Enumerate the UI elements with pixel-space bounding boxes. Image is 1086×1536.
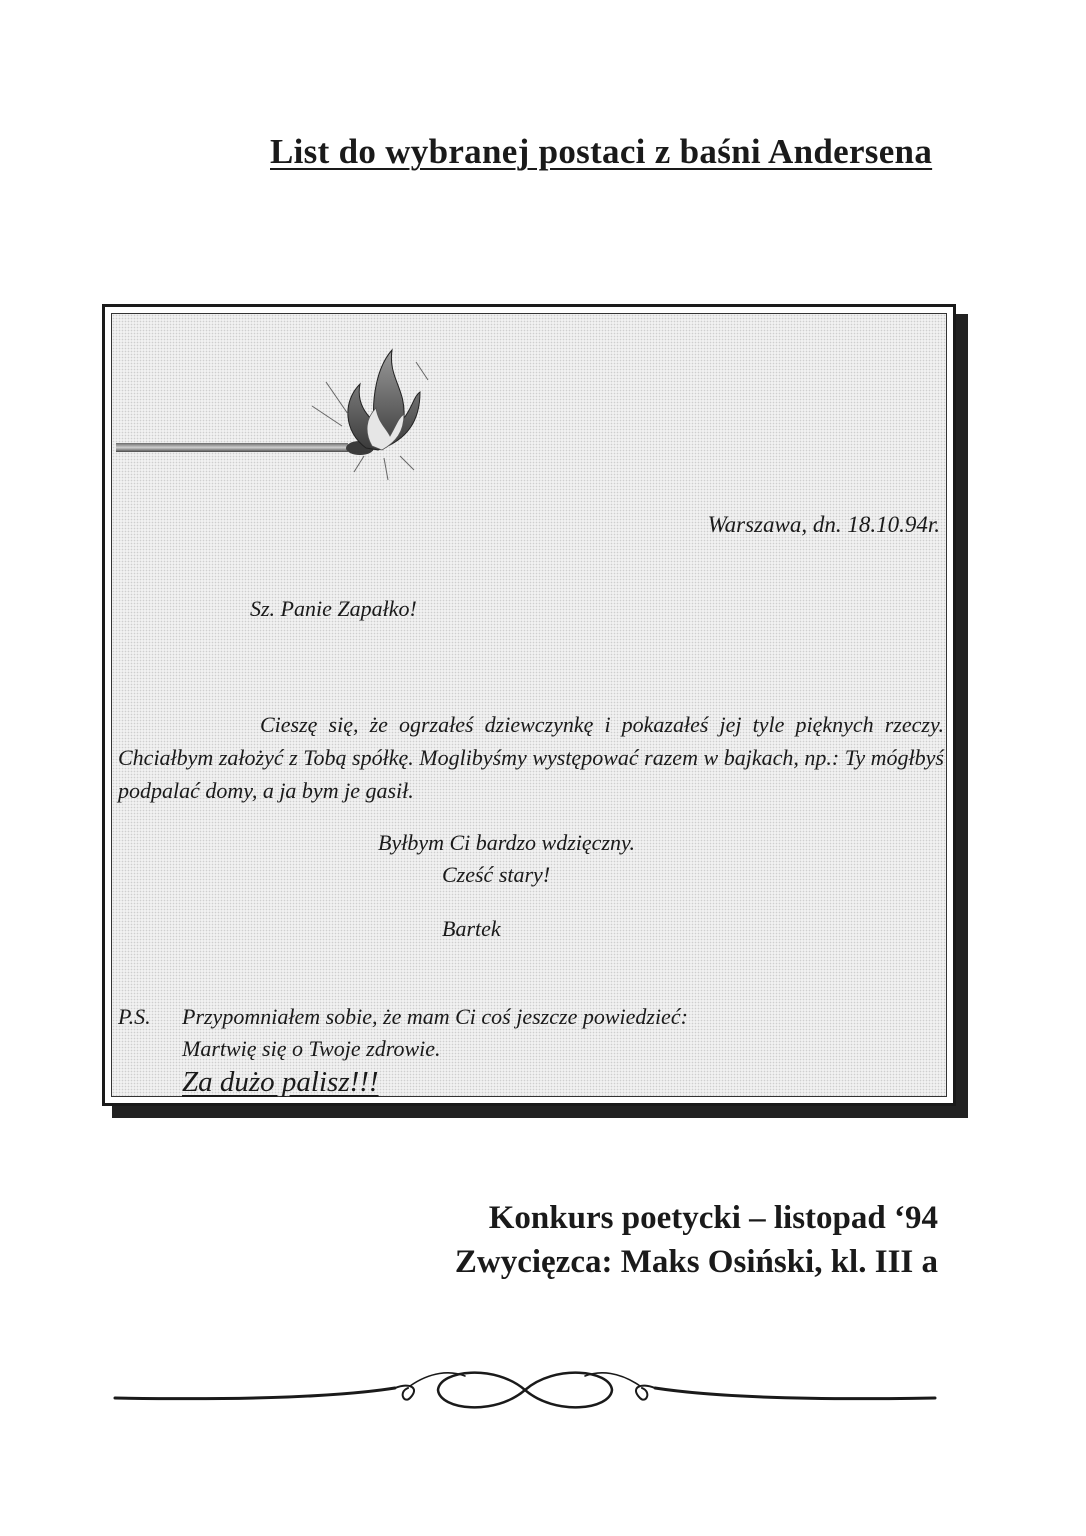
letter-salutation: Sz. Panie Zapałko! bbox=[250, 596, 417, 621]
letter-body-line-1: Cieszę się, że ogrzałeś dziewczynkę i pokazałeś jej tyle pięknych bbox=[260, 712, 874, 737]
flourish-divider-icon bbox=[110, 1358, 940, 1428]
letter-paper bbox=[111, 313, 947, 1097]
page-title: List do wybranej postaci z baśni Andersena bbox=[270, 132, 933, 171]
letter-closing-2: Cześć stary! bbox=[442, 862, 551, 887]
letter-closing-1: Byłbym Ci bardzo wdzięczny. bbox=[378, 830, 636, 855]
letter-body-line-3: bajkach, np.: Ty mógłbyś podpalać domy, a ja bym je gasił. bbox=[118, 745, 944, 803]
letter-body-line-2: rzeczy. Chciałbym założyć z Tobą spółkę. Moglibyśmy występować razem w bbox=[118, 712, 944, 770]
letter-signature: Bartek bbox=[442, 916, 501, 941]
letter-body bbox=[118, 708, 944, 807]
ps-label: P.S. bbox=[118, 1004, 151, 1029]
letter-frame bbox=[102, 304, 956, 1106]
footer-winner: Zwycięzca: Maks Osiński, kl. III a bbox=[454, 1244, 938, 1280]
letter-date: Warszawa, dn. 18.10.94r. bbox=[707, 512, 940, 537]
ps-line-3: Za dużo palisz!!! bbox=[182, 1066, 379, 1098]
ps-line-1: Przypomniałem sobie, że mam Ci coś jeszcze powiedzieć: bbox=[182, 1004, 688, 1029]
footer-contest: Konkurs poetycki – listopad ‘94 bbox=[488, 1200, 938, 1236]
ps-line-2: Martwię się o Twoje zdrowie. bbox=[182, 1036, 441, 1061]
burning-match-icon bbox=[116, 322, 436, 492]
